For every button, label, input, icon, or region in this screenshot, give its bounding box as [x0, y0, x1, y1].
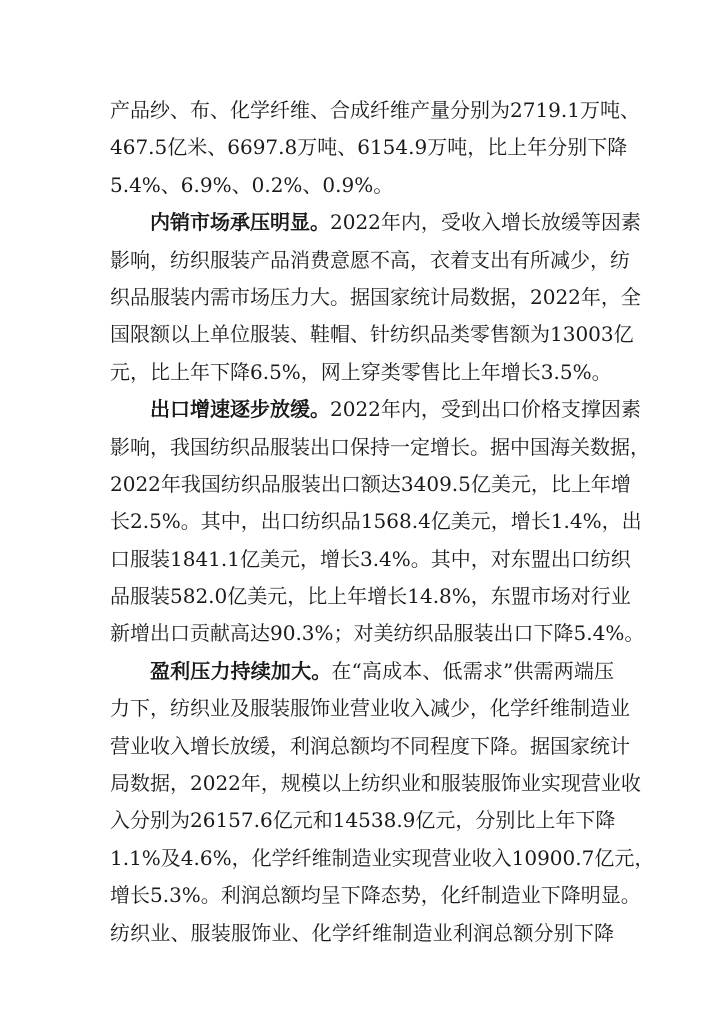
text-line: 1.1%及4.6%，化学纤维制造业实现营业收入10900.7亿元， [110, 845, 655, 870]
paragraph-profit [110, 653, 655, 952]
text-span: 2022年内，受收入增长放缓等因素 [330, 210, 641, 235]
document-page [110, 92, 655, 952]
text-line: 影响，纺织服装产品消费意愿不高，衣着支出有所减少，纺 [110, 247, 630, 272]
text-line: 新增出口贡献高达90.3%；对美纺织品服装出口下降5.4%。 [110, 621, 645, 646]
text-line: 467.5亿米、6697.8万吨、6154.9万吨，比上年分别下降 [110, 135, 628, 160]
text-line: 2022年我国纺织品服装出口额达3409.5亿美元，比上年增 [110, 471, 631, 496]
text-span: 在“高成本、低需求”供需两端压 [331, 658, 614, 683]
text-line: 纺织业、服装服饰业、化学纤维制造业利润总额分别下降 [110, 920, 614, 945]
text-line: 口服装1841.1亿美元，增长3.4%。其中，对东盟出口纺织 [110, 546, 631, 571]
text-line: 增长5.3%。利润总额均呈下降态势，化纤制造业下降明显。 [110, 883, 641, 908]
text-line: 长2.5%。其中，出口纺织品1568.4亿美元，增长1.4%，出 [110, 509, 642, 534]
text-line: 营业收入增长放缓，利润总额均不同程度下降。据国家统计 [110, 733, 630, 758]
paragraph-lead: 内销市场承压明显。 [150, 210, 330, 235]
text-line: 国限额以上单位服装、鞋帽、针纺织品类零售额为13003亿 [110, 322, 634, 347]
paragraph-lead: 盈利压力持续加大。 [150, 658, 332, 683]
text-span: 2022年内，受到出口价格支撑因素 [330, 397, 641, 422]
text-line: 局数据，2022年，规模以上纺织业和服装服饰业实现营业收 [110, 771, 641, 796]
text-line: 元，比上年下降6.5%，网上穿类零售比上年增长3.5%。 [110, 359, 612, 384]
text-line: 力下，纺织业及服装服饰业营业收入减少，化学纤维制造业 [110, 696, 630, 721]
text-line [110, 391, 641, 428]
text-line [110, 653, 614, 690]
text-line: 产品纱、布、化学纤维、合成纤维产量分别为2719.1万吨、 [110, 98, 640, 122]
paragraph-lead: 出口增速逐步放缓。 [150, 397, 330, 422]
paragraph-domestic-sales [110, 204, 641, 391]
text-line [110, 204, 641, 241]
text-line: 入分别为26157.6亿元和14538.9亿元，分别比上年下降 [110, 808, 616, 833]
text-line: 品服装582.0亿美元，比上年增长14.8%，东盟市场对行业 [110, 584, 631, 609]
text-line: 影响，我国纺织品服装出口保持一定增长。据中国海关数据， [110, 434, 650, 459]
paragraph-export [110, 391, 650, 653]
text-line: 织品服装内需市场压力大。据国家统计局数据，2022年，全 [110, 284, 641, 309]
text-line: 5.4%、6.9%、0.2%、0.9%。 [110, 172, 394, 197]
paragraph-output [110, 92, 640, 204]
